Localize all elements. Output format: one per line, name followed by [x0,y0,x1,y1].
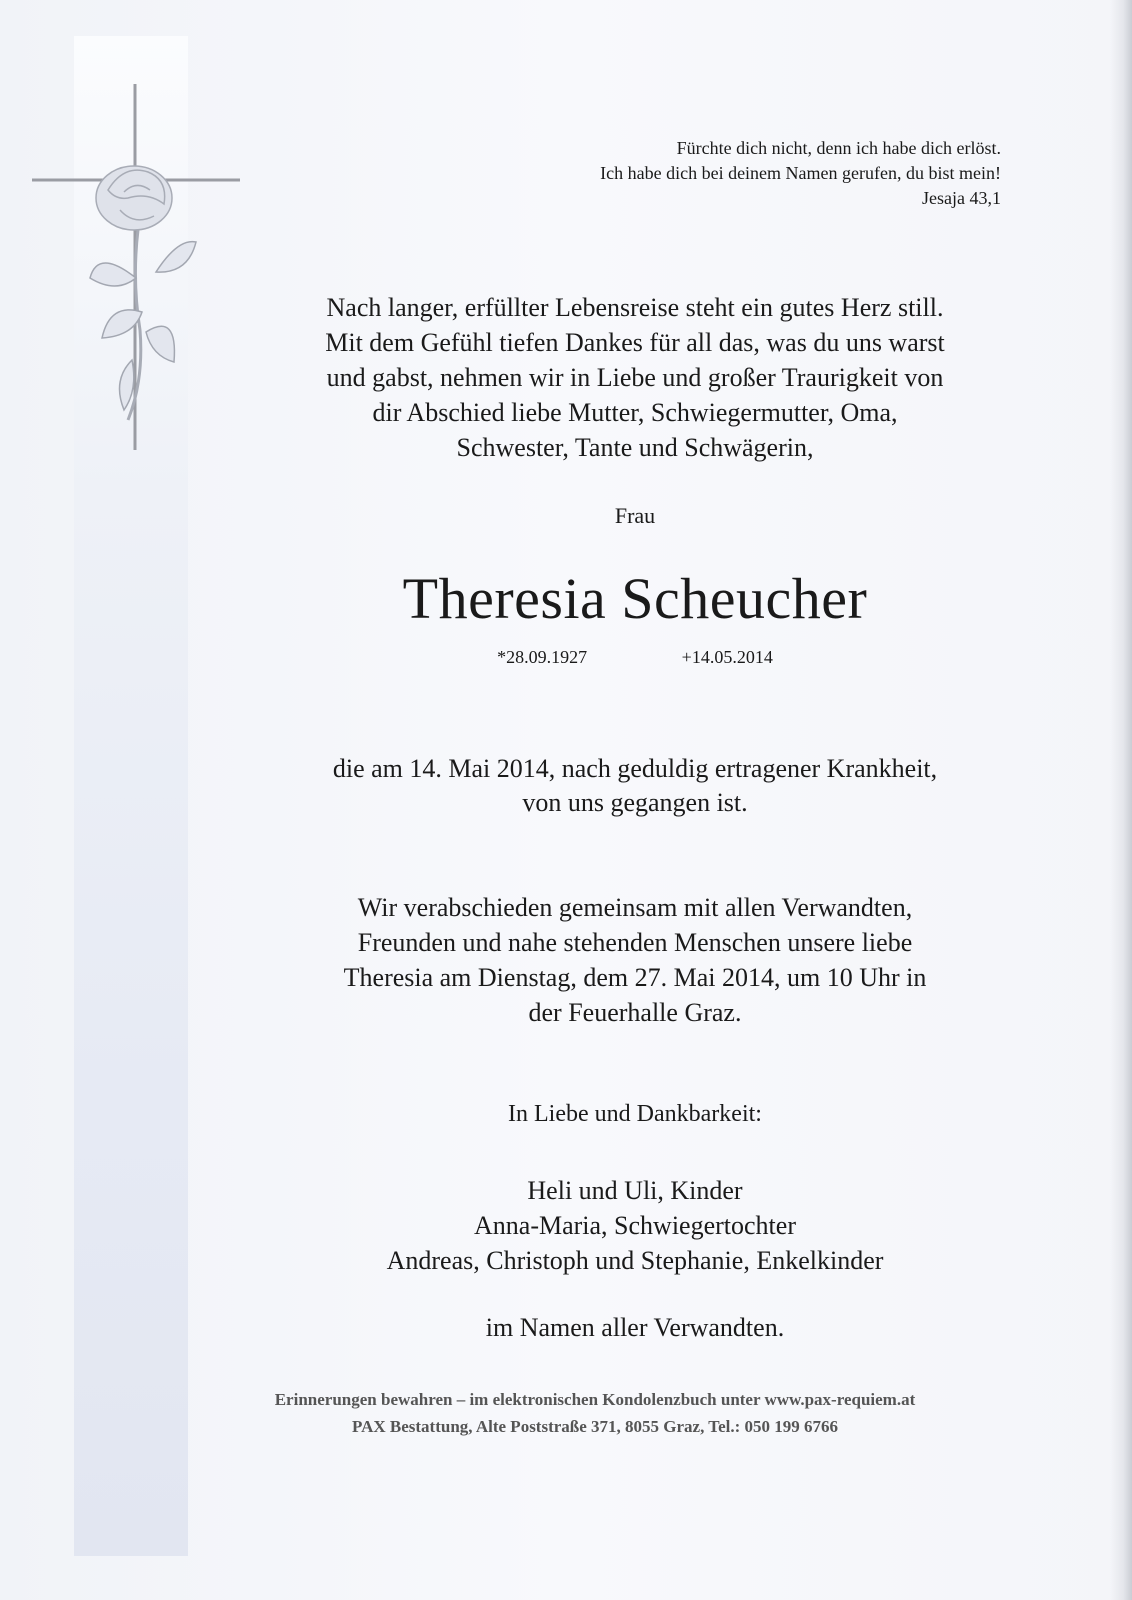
quote-line-2: Ich habe dich bei deinem Namen gerufen, du bist mein! [600,163,1001,183]
quote-line-1: Fürchte dich nicht, denn ich habe dich erlöst. [676,138,1001,158]
intro-line: und gabst, nehmen wir in Liebe und großer Traurigkeit von [326,363,944,392]
intro-line: Nach langer, erfüllter Lebensreise steht ein gutes Herz still. [326,293,944,322]
intro-line: Schwester, Tante und Schwägerin, [456,433,814,462]
relative-entry: Heli und Uli, Kinder [527,1176,743,1205]
relative-entry: Anna-Maria, Schwiegertochter [474,1211,796,1240]
birth-date: *28.09.1927 [497,647,588,667]
farewell-line: Theresia am Dienstag, dem 27. Mai 2014, um 10 Uhr in [343,963,927,992]
quote-source: Jesaja 43,1 [922,188,1001,208]
page-edge-shadow [1110,0,1132,1600]
all-relatives-line: im Namen aller Verwandten. [485,1313,785,1342]
funeral-home-footer [180,1386,1010,1440]
relative-entry: Andreas, Christoph und Stephanie, Enkelkinder [386,1246,884,1275]
cross-with-rose-icon [28,80,248,460]
intro-line: dir Abschied liebe Mutter, Schwiegermutter, Oma, [372,398,898,427]
footer-condolence-line: Erinnerungen bewahren – im elektronischen Kondolenzbuch unter www.pax-requiem.at [274,1390,916,1409]
farewell-line: Freunden und nahe stehenden Menschen unsere liebe [357,928,913,957]
death-date: +14.05.2014 [681,647,773,667]
death-notice-line: die am 14. Mai 2014, nach geduldig ertragener Krankheit, [332,754,938,783]
death-notice-line: von uns gegangen ist. [522,788,748,817]
relatives-list [260,1173,1010,1278]
farewell-line: Wir verabschieden gemeinsam mit allen Verwandten, [357,893,913,922]
salutation: Frau [614,503,656,528]
footer-address-line: PAX Bestattung, Alte Poststraße 371, 8055 Graz, Tel.: 050 199 6766 [351,1417,839,1436]
intro-text [260,290,1010,465]
deceased-name: Theresia Scheucher [402,566,868,631]
bible-quote [441,136,1001,211]
farewell-text [260,890,1010,1030]
closing-phrase: In Liebe und Dankbarkeit: [508,1101,762,1127]
death-notice [260,752,1010,820]
farewell-line: der Feuerhalle Graz. [528,998,742,1027]
intro-line: Mit dem Gefühl tiefen Dankes für all das, was du uns warst [325,328,945,357]
life-dates [260,647,1010,668]
